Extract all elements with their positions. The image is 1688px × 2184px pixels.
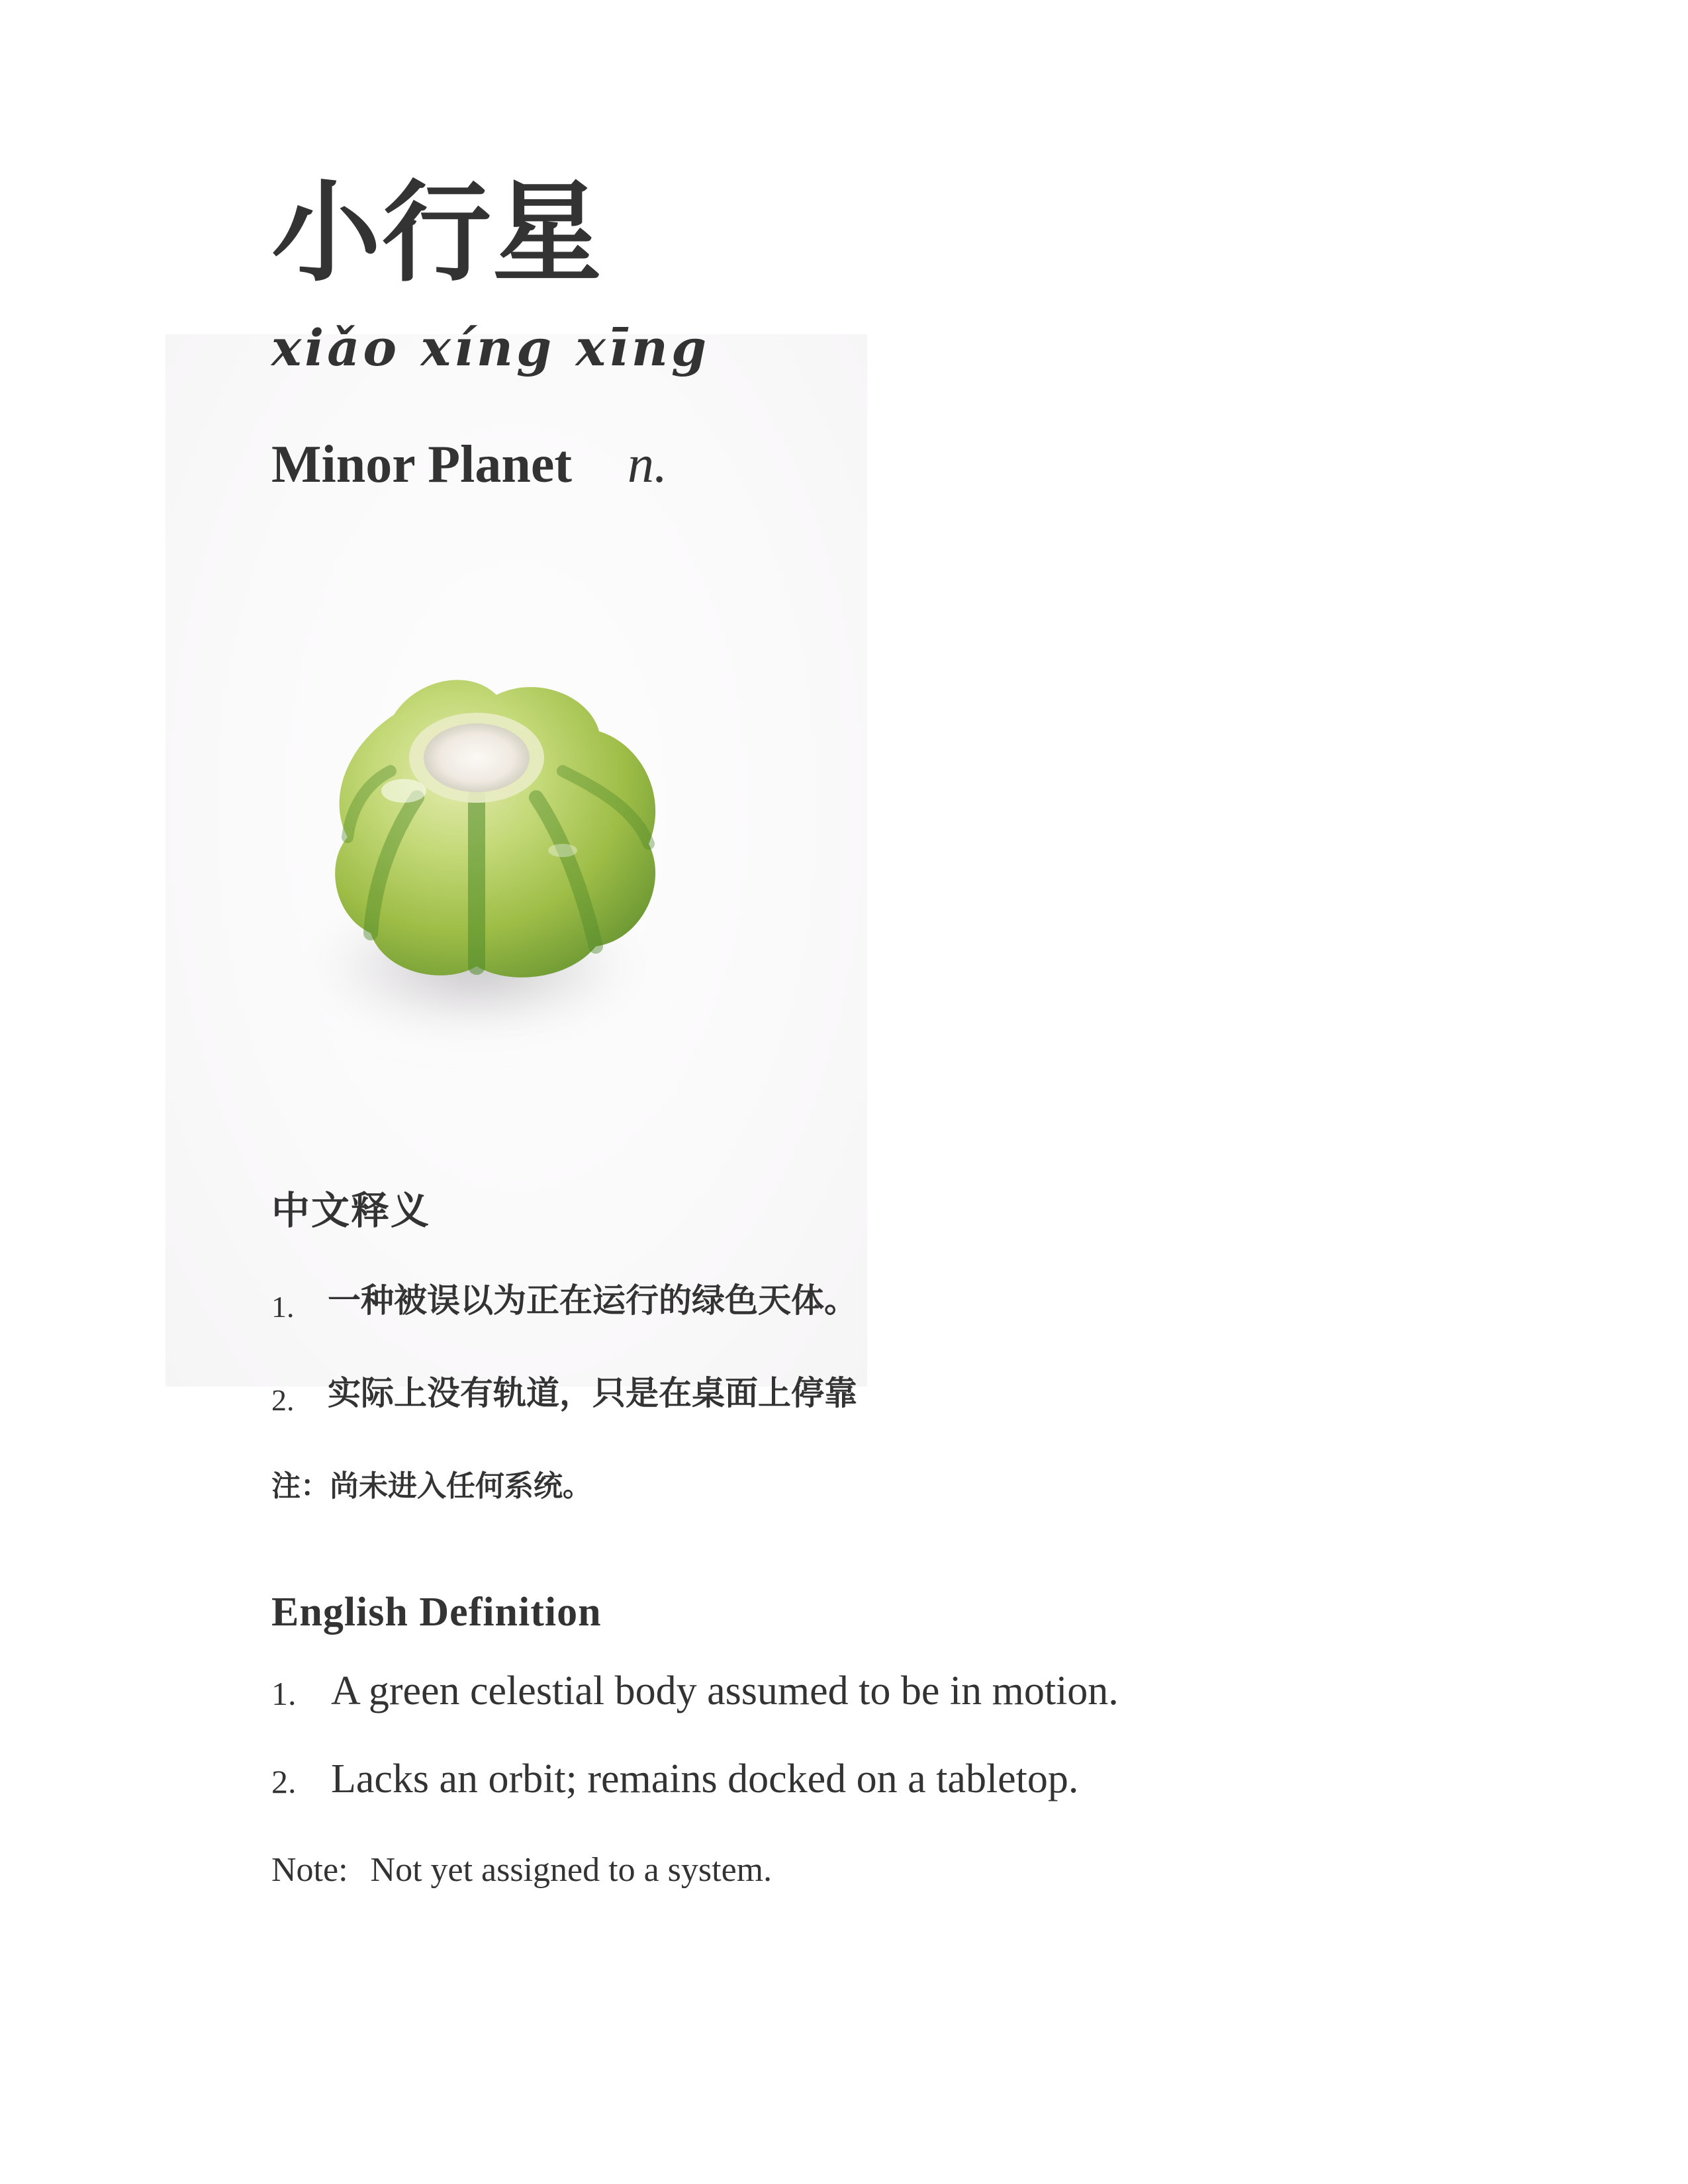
item-number: 2. (271, 1383, 295, 1417)
item-number: 2. (271, 1763, 297, 1800)
bead-highlight (381, 779, 426, 803)
bead-hole (424, 723, 530, 792)
chinese-definition-heading: 中文释义 (271, 1188, 431, 1233)
english-note-label: Note: (271, 1851, 348, 1889)
english-note (271, 1853, 772, 1888)
bead-highlight (548, 844, 577, 857)
pinyin: xiǎo xíng xīng (271, 318, 710, 377)
chinese-note: 注：尚未进入任何系统。 (271, 1469, 592, 1503)
chinese-definition-text: 实际上没有轨道，只是在桌面上停靠 (328, 1374, 857, 1412)
item-number: 1. (271, 1290, 295, 1324)
english-definition-heading: English Definition (271, 1590, 602, 1635)
chinese-definition-text: 一种被误以为正在运行的绿色天体。 (328, 1281, 857, 1320)
english-definition-text: A green celestial body assumed to be in motion. (331, 1668, 1119, 1713)
english-note-text: Not yet assigned to a system. (370, 1851, 773, 1889)
item-number: 1. (271, 1675, 297, 1712)
headword: 小行星 (271, 169, 603, 296)
part-of-speech: n. (628, 435, 667, 494)
english-definition-text: Lacks an orbit; remains docked on a tabletop. (331, 1756, 1079, 1801)
english-term: Minor Planet (271, 435, 573, 494)
